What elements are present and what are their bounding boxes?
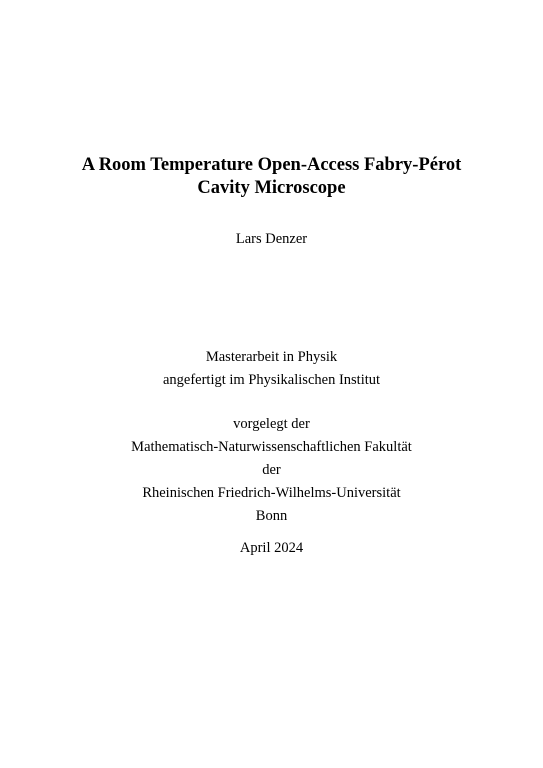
degree-institute: angefertigt im Physikalischen Institut xyxy=(162,372,381,388)
submission-date: April 2024 xyxy=(239,540,304,556)
author-name: Lars Denzer xyxy=(235,231,308,247)
thesis-title-line-1: A Room Temperature Open-Access Fabry-Pérot xyxy=(81,155,462,175)
submission-university: Rheinischen Friedrich-Wilhelms-Universität xyxy=(142,485,401,501)
degree-type: Masterarbeit in Physik xyxy=(205,349,338,365)
submission-line-1: vorgelegt der xyxy=(233,416,310,432)
submission-faculty: Mathematisch-Naturwissenschaftlichen Fakultät xyxy=(131,439,412,455)
submission-city: Bonn xyxy=(255,508,288,524)
submission-line-3: der xyxy=(262,462,281,478)
thesis-title-line-2: Cavity Microscope xyxy=(197,178,346,198)
